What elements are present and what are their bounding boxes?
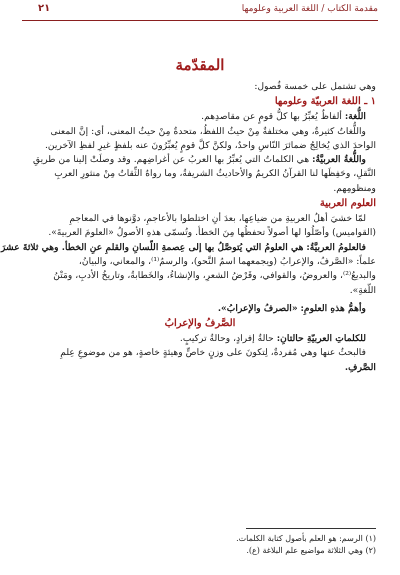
paragraph-sciences-line1: لمّا خشيَ أهلُ العربيةِ من ضياعِها، بعدَ أنِ اختلطوا بالأعاجمِ، دوَّنوها في المعاجمِ [69, 213, 366, 225]
paragraph-morphology-line1: فالبحثُ عنها وهي مُفردةٌ، لِتكونَ على وزنٍ خاصٍّ وهيئةٍ خاصةٍ، هو من موضوعِ عِلمِ [60, 347, 366, 359]
footnote-1: (١) الرسم: هو العلم بأصول كتابة الكلمات. [236, 534, 376, 543]
paragraph-text: هي الكلماتُ التي يُعبِّرُ بها العربُ عن أغراضِهم. وقد وصلَتْ إلينا من طريقِ [33, 154, 310, 166]
term-most-important: وأهمُّ هذهِ العلومِ: [300, 302, 366, 314]
paragraph-sciences-definition-line3: والبديعُ⁽²⁾، والعروضُ، والقوافي، وقَرْضُ الشعرِ، والإنشاءُ، والخَطابةُ، وتاريخُ الأدبِ، ومَتْنُ [53, 270, 376, 282]
chapter-title: المقدّمة [175, 56, 225, 74]
paragraph-text: هي العلومُ التي يُتوصَّلُ بها إلى عِصمةِ اللّسانِ والقلمِ عنِ الخطأ. وهي ثلاثةَ عشرَ [0, 241, 304, 253]
running-header [0, 0, 400, 20]
footnotes [24, 528, 376, 557]
paragraph-languages-line2: الواحدَ الذي يُخالِجُ ضمائرَ النّاسِ واحدٌ، ولكنَّ كلَّ قومٍ يُعبِّرُونَ عنه بلفظٍ غيرِ لفظِ الآخرين. [44, 139, 376, 151]
paragraph-language-definition [24, 110, 376, 124]
paragraph-text: حالةُ إفرادٍ، وحالةُ تركيبٍ. [179, 333, 274, 345]
running-title: مقدمة الكتاب / اللغة العربية وعلومها [241, 4, 378, 14]
section-heading-arabic-language: ١ ـ اللغة العربيّة وعلومها [274, 96, 376, 108]
term-language: اللُّغة: [344, 111, 366, 123]
paragraph-arabic-language-line3: ومنظومِهم. [333, 182, 376, 194]
term-word-states: للكلماتِ العربيّةِ حالتانِ: [276, 333, 366, 345]
paragraph-text: «الصرفُ والإعرابُ». [217, 302, 298, 314]
term-arabic-sciences: فالعلومُ العربيَّةُ: [306, 241, 366, 253]
paragraph-languages-line1: واللُّغاتُ كثيرةٌ، وهي مختلفةٌ مِنْ حيثُ اللفظُ، متحدةٌ مِنْ حيثُ المعنى، أي: إنَّ المعنى [50, 125, 366, 137]
paragraph-arabic-language-line1 [24, 153, 376, 167]
section-heading-arabic-sciences: العلوم العربية [319, 198, 376, 210]
page-number: ٢١ [38, 3, 51, 14]
footnote-divider [246, 528, 376, 529]
intro-line: وهي تشتمل على خمسة فُصول: [254, 81, 376, 92]
paragraph-text: ألفاظٌ يُعبِّرُ بها كلُّ قومٍ عن مقاصدِهم. [201, 111, 342, 123]
paragraph-sciences-definition-line1 [0, 241, 376, 255]
page-body [0, 52, 376, 375]
footnote-2: (٢) وهي الثلاثة مواضيع علم البلاغة (ع). [246, 546, 376, 555]
header-divider [22, 20, 378, 21]
paragraph-most-important [24, 302, 376, 316]
paragraph-word-states [24, 332, 376, 346]
paragraph-arabic-language-line2: النَّقلِ، وحَفِظَها لنا القرآنُ الكريمُ والأحاديثُ الشريفةُ، وما رواهُ الثِّقاتُ مِنْ منثورِ العربِ [54, 168, 376, 180]
section-heading-morphology-syntax: الصَّرفُ والإعرابُ [164, 318, 236, 330]
paragraph-sciences-line2: (القواميس) وأصّلُوا لها أصولاً تحفظُها مِنَ الخطأ. وتُسمّى هذهِ الأصولُ «العلومَ العربيةَ». [48, 227, 376, 239]
paragraph-sciences-definition-line4: اللّغةِ». [349, 284, 376, 296]
paragraph-morphology-line2: الصَّرفِ. [344, 361, 376, 373]
term-arabic-language: واللُّغةُ العربيَّةُ: [312, 154, 366, 166]
paragraph-sciences-definition-line2: علماً: «الصَّرفُ، والإعرابُ (ويجمعهما اسمُ النَّحو)، والرسمُ⁽¹⁾، والمعاني، والبيانُ، [78, 255, 376, 267]
